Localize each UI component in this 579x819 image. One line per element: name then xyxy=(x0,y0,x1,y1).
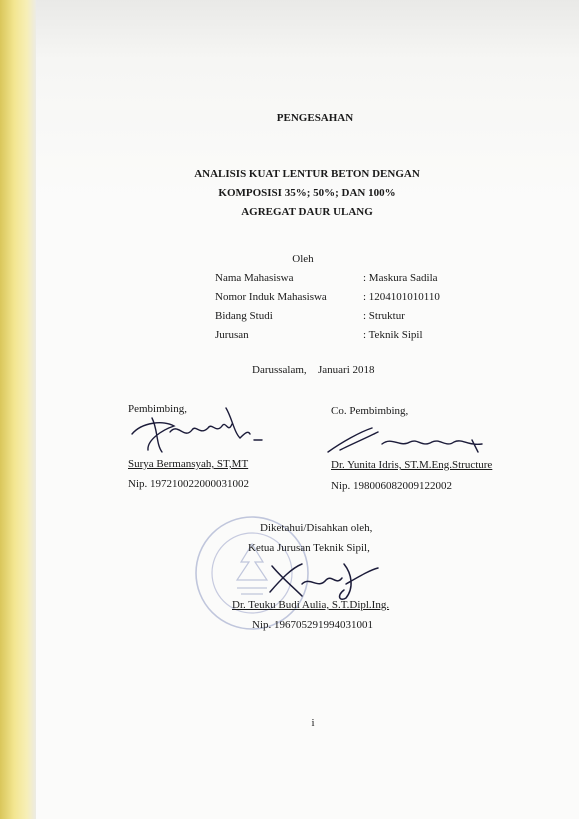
page-number: i xyxy=(311,717,315,729)
page-heading: PENGESAHAN xyxy=(276,112,354,124)
approval-line-2: Ketua Jurusan Teknik Sipil, xyxy=(248,542,370,554)
approval-line-1: Diketahui/Disahkan oleh, xyxy=(260,522,373,534)
identity-label: Jurusan xyxy=(215,329,249,341)
identity-value: : Maskura Sadila xyxy=(363,272,438,284)
identity-label: Nama Mahasiswa xyxy=(215,272,294,284)
title-line-1: ANALISIS KUAT LENTUR BETON DENGAN xyxy=(194,168,420,180)
co-supervisor-nip: Nip. 198006082009122002 xyxy=(331,480,452,492)
co-supervisor-role: Co. Pembimbing, xyxy=(331,405,409,417)
head-of-department-signature-image xyxy=(262,556,382,604)
co-supervisor-signature-image xyxy=(322,422,492,462)
by-label: Oleh xyxy=(292,253,314,265)
identity-label: Bidang Studi xyxy=(215,310,273,322)
identity-label: Nomor Induk Mahasiswa xyxy=(215,291,327,303)
date-text: Januari 2018 xyxy=(318,364,375,376)
identity-value: : Teknik Sipil xyxy=(363,329,423,341)
head-of-department-name: Dr. Teuku Budi Aulia, S.T.Dipl.Ing. xyxy=(232,599,390,611)
head-of-department-nip: Nip. 196705291994031001 xyxy=(252,619,373,631)
place-text: Darussalam, xyxy=(252,364,307,376)
supervisor-name: Surya Bermansyah, ST,MT xyxy=(128,458,249,470)
identity-value: : Struktur xyxy=(363,310,405,322)
binding-spine xyxy=(0,0,36,819)
identity-value: : 1204101010110 xyxy=(363,291,440,303)
supervisor-role: Pembimbing, xyxy=(128,403,187,415)
title-line-2: KOMPOSISI 35%; 50%; DAN 100% xyxy=(218,187,396,199)
title-line-3: AGREGAT DAUR ULANG xyxy=(241,206,373,218)
supervisor-nip: Nip. 197210022000031002 xyxy=(128,478,249,490)
supervisor-signature-image xyxy=(122,400,272,458)
co-supervisor-name: Dr. Yunita Idris, ST.M.Eng.Structure xyxy=(331,459,493,471)
